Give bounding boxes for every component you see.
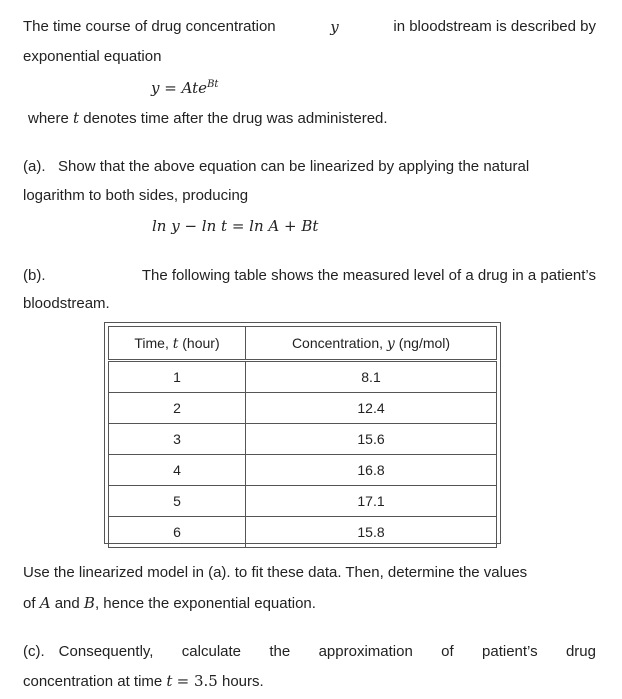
intro-var-y: y	[330, 18, 339, 36]
intro-equation	[151, 78, 218, 99]
part-c-line-1	[23, 642, 596, 662]
cell-time: 2	[109, 393, 246, 424]
cell-concentration: 8.1	[246, 361, 497, 393]
part-a-equation: ln y − ln t = ln A + Bt	[152, 217, 319, 235]
cell-time: 4	[109, 455, 246, 486]
follow-2-var-b: B	[83, 594, 95, 612]
intro-where-line	[28, 108, 388, 129]
part-c-line-2	[23, 671, 264, 692]
cell-concentration: 15.8	[246, 517, 497, 548]
table-row	[109, 455, 497, 486]
part-c-var-t: t	[166, 672, 173, 690]
follow-2-var-a: A	[39, 594, 51, 612]
cell-time: 3	[109, 424, 246, 455]
cell-concentration: 12.4	[246, 393, 497, 424]
follow-2-post: , hence the exponential equation.	[94, 595, 316, 612]
part-c-label: (c).	[23, 643, 45, 660]
where-pre: where	[28, 110, 69, 127]
header-concentration: Concentration, y (ng/mol)	[246, 327, 497, 361]
cell-concentration: 16.8	[246, 455, 497, 486]
intro-line-2: exponential equation	[23, 48, 162, 65]
cell-time: 1	[109, 361, 246, 393]
part-b-text-1: The following table shows the measured level of a drug in a patient’s	[141, 267, 596, 284]
header-time: Time, t (hour)	[109, 327, 246, 361]
equation-exponent: Bt	[207, 79, 219, 90]
intro-line-1	[23, 17, 596, 37]
part-a-line-1	[23, 157, 529, 177]
cell-concentration: 15.6	[246, 424, 497, 455]
follow-2-pre: of	[23, 595, 36, 612]
part-c-unit: hours.	[222, 673, 264, 690]
part-b-line-1	[23, 266, 596, 286]
part-a-line-2: logarithm to both sides, producing	[23, 187, 249, 204]
part-b-follow-2	[23, 593, 316, 614]
table-header-row	[109, 327, 497, 361]
where-var-t: t	[73, 109, 80, 127]
part-c-text-2: concentration at time	[23, 673, 163, 690]
part-a-text-1: Show that the above equation can be linearized by applying the natural	[58, 158, 530, 175]
table-row	[109, 393, 497, 424]
equation-main: y = Ate	[151, 79, 208, 97]
where-post: denotes time after the drug was administered.	[83, 110, 388, 127]
part-b-label: (b).	[23, 267, 46, 284]
table-row	[109, 517, 497, 548]
intro-text-b: in bloodstream is described by	[393, 18, 596, 35]
follow-2-mid: and	[54, 595, 80, 612]
table-row	[109, 424, 497, 455]
data-table	[108, 326, 497, 548]
part-b-follow-1: Use the linearized model in (a). to fit these data. Then, determine the values	[23, 564, 528, 581]
part-b-line-2: bloodstream.	[23, 295, 110, 312]
part-c-text-1: Consequently, calculate the approximation of patient’s drug	[58, 643, 596, 660]
part-a-label: (a).	[23, 158, 46, 175]
cell-time: 6	[109, 517, 246, 548]
cell-time: 5	[109, 486, 246, 517]
intro-text-a: The time course of drug concentration	[23, 18, 276, 35]
part-c-value: = 3.5	[176, 672, 218, 690]
cell-concentration: 17.1	[246, 486, 497, 517]
table-row	[109, 361, 497, 393]
table-row	[109, 486, 497, 517]
